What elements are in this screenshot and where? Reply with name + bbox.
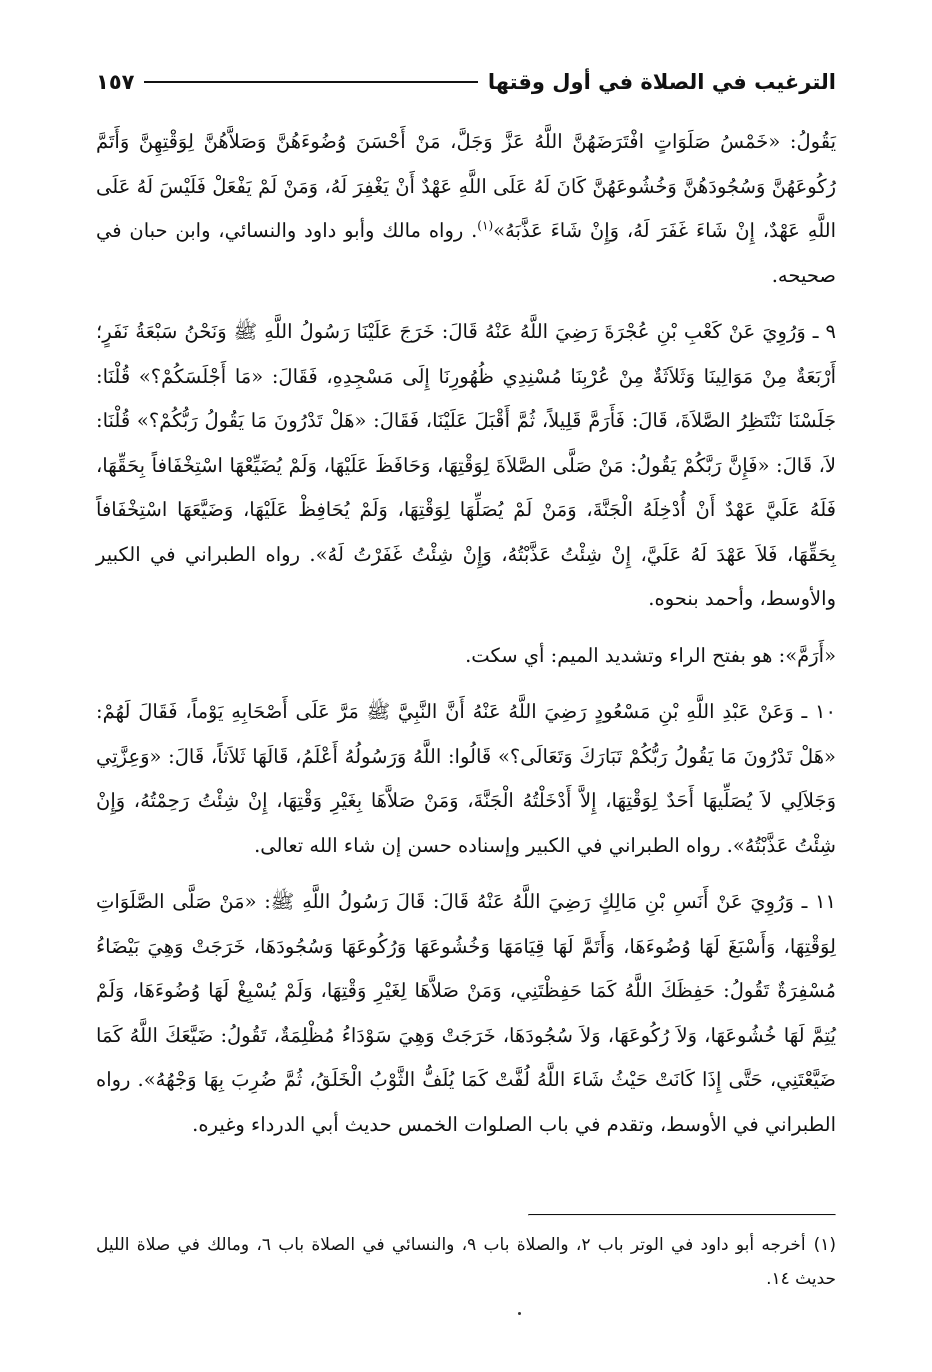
gloss-paragraph: «أَرَمَّ»: هو بفتح الراء وتشديد الميم: أي سكت. [465, 643, 836, 667]
footnote [96, 1228, 836, 1296]
hadith-paragraph: ١١ ـ وَرُوِيَ عَنْ أَنَسِ بْنِ مَالِكٍ رَضِيَ اللَّهُ عَنْهُ قَالَ: قَالَ رَسُولُ اللَّهِ ﷺ: «مَنْ صَلَّى الصَّلَوَاتِ لِوَقْتِهَا، وَأَسْبَغَ لَهَا وُضُوءَهَا، وَأَتَمَّ لَهَا قِيَامَهَا وَخُشُوعَهَا وَرُكُوعَهَا وَسُجُودَهَا، خَرَجَتْ وَهِيَ بَيْضَاءُ مُسْفِرَةٌ تَقُولُ: حَفِظَكَ اللَّهُ كَمَا حَفِظْتَنِي، وَمَنْ صَلاَّهَا لِغَيْرِ وَقْتِهَا، وَلَمْ يُسْبِغْ لَهَا وُضُوءَهَا، وَلَمْ يُتِمَّ لَهَا خُشُوعَهَا، وَلاَ رُكُوعَهَا، وَلاَ سُجُودَهَا، خَرَجَتْ وَهِيَ سَوْدَاءُ مُظْلِمَةٌ، تَقُولُ: ضَيَّعَكَ اللَّهُ كَمَا ضَيَّعْتَنِي، حَتَّى إِذَا كَانَتْ حَيْثُ شَاءَ اللَّهُ لُفَّتْ كَمَا يُلَفُّ الثَّوْبُ الْخَلَقُ، ثُمَّ ضُرِبَ بِهَا وَجْهُهُ». رواه الطبراني في الأوسط، وتقدم في باب الصلوات الخمس حديث أبي الدرداء وغيره. [96, 890, 836, 1136]
footnote-number: (١) [813, 1235, 836, 1255]
main-text [96, 120, 836, 1147]
footnote-reference[interactable]: (١) [477, 218, 494, 233]
page-number: ١٥٧ [96, 70, 135, 94]
paragraph [96, 120, 836, 298]
footnote-divider [528, 1214, 836, 1216]
header-rule [144, 81, 477, 83]
print-mark [518, 1312, 521, 1315]
footnote-text: أخرجه أبو داود في الوتر باب ٢، والصلاة باب ٩، والنسائي في الصلاة باب ٦، ومالك في صلاة الليل حديث ١٤. [96, 1235, 836, 1289]
paragraph-text: يَقُولُ: «خَمْسُ صَلَوَاتٍ افْتَرَضَهُنَّ اللَّهُ عَزَّ وَجَلَّ، مَنْ أَحْسَنَ وُضُوءَهُنَّ وَصَلاَّهُنَّ لِوَقْتِهِنَّ وَأَتَمَّ رُكُوعَهُنَّ وَسُجُودَهُنَّ وَخُشُوعَهُنَّ كَانَ لَهُ عَلَى اللَّهِ عَهْدٌ أَنْ يَغْفِرَ لَهُ، وَمَنْ لَمْ يَفْعَلْ فَلَيْسَ لَهُ عَلَى اللَّهِ عَهْدٌ، إِنْ شَاءَ غَفَرَ لَهُ، وَإِنْ شَاءَ عَذَّبَهُ» [96, 130, 837, 242]
running-title: الترغيب في الصلاة في أول وقتها [487, 70, 836, 94]
hadith-paragraph: ٩ ـ وَرُوِيَ عَنْ كَعْبِ بْنِ عُجْرَةَ رَضِيَ اللَّهُ عَنْهُ قَالَ: خَرَجَ عَلَيْنَا رَسُولُ اللَّهِ ﷺ وَنَحْنُ سَبْعَةُ نَفَرٍ؛ أَرْبَعَةٌ مِنْ مَوَالِينَا وَثَلاَثَةٌ مِنْ عُرْبِنَا مُسْنِدِي ظُهُورِنَا إِلَى مَسْجِدِهِ، فَقَالَ: «مَا أَجْلَسَكُمْ؟» قُلْنَا: جَلَسْنَا نَنْتَظِرُ الصَّلاَةَ، قَالَ: فَأَرَمَّ قَلِيلاً، ثُمَّ أَقْبَلَ عَلَيْنَا، فَقَالَ: «هَلْ تَدْرُونَ مَا يَقُولُ رَبُّكُمْ؟» قُلْنَا: لاَ، قَالَ: «فَإِنَّ رَبَّكُمْ يَقُولُ: مَنْ صَلَّى الصَّلاَةَ لِوَقْتِهَا، وَحَافَظَ عَلَيْهَا، وَلَمْ يُضَيِّعْهَا اسْتِخْفَافاً بِحَقِّهَا، فَلَهُ عَلَيَّ عَهْدٌ أَنْ أُدْخِلَهُ الْجَنَّةَ، وَمَنْ لَمْ يُصَلِّهَا لِوَقْتِهَا، وَلَمْ يُحَافِظْ عَلَيْهَا، وَضَيَّعَهَا اسْتِخْفَافاً بِحَقِّهَا، فَلاَ عَهْدَ لَهُ عَلَيَّ، إِنْ شِئْتُ عَذَّبْتُهُ، وَإِنْ شِئْتُ غَفَرْتُ لَهُ». رواه الطبراني في الكبير والأوسط، وأحمد بنحوه. [96, 320, 836, 610]
paragraph-citation: . رواه مالك وأبو داود والنسائي، وابن حبان في صحيحه. [96, 219, 836, 287]
running-header [96, 62, 836, 102]
hadith-paragraph: ١٠ ـ وَعَنْ عَبْدِ اللَّهِ بْنِ مَسْعُودٍ رَضِيَ اللَّهُ عَنْهُ أَنَّ النَّبِيَّ ﷺ مَرَّ عَلَى أَصْحَابِهِ يَوْماً، فَقَالَ لَهُمْ: «هَلْ تَدْرُونَ مَا يَقُولُ رَبُّكُمْ تَبَارَكَ وَتَعَالَى؟» قَالُوا: اللَّهُ وَرَسُولُهُ أَعْلَمُ، قَالَهَا ثَلاَثاً، قَالَ: «وَعِزَّتِي وَجَلاَلِي لاَ يُصَلِّيهَا أَحَدٌ لِوَقْتِهَا، إِلاَّ أَدْخَلْتُهُ الْجَنَّةَ، وَمَنْ صَلاَّهَا بِغَيْرِ وَقْتِهَا، إِنْ شِئْتُ رَحِمْتُهُ، وَإِنْ شِئْتُ عَذَّبْتُهُ». رواه الطبراني في الكبير وإسناده حسن إن شاء الله تعالى. [96, 700, 836, 857]
